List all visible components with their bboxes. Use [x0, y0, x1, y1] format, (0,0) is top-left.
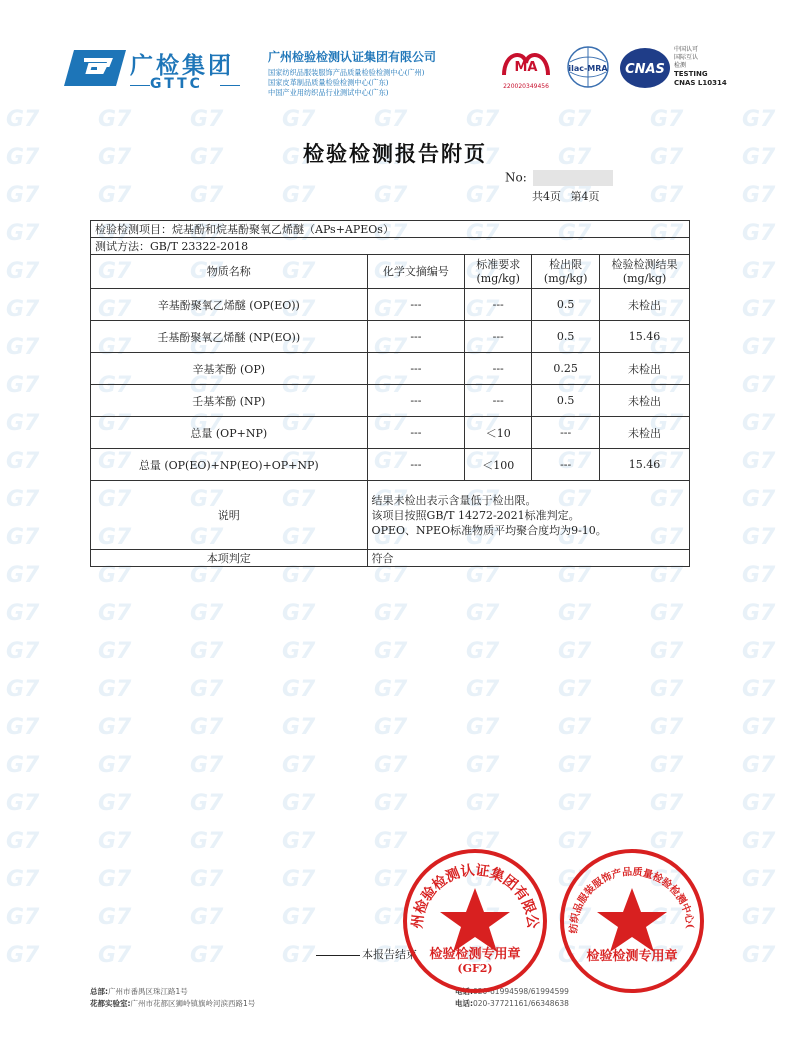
table-row	[91, 321, 690, 353]
page-indicator: 共4页 第4页	[532, 190, 600, 203]
cnas-logo-icon	[618, 46, 672, 90]
result: 未检出	[600, 289, 690, 321]
notes-label: 说明	[91, 481, 368, 550]
requirement: ---	[465, 289, 532, 321]
verdict-label: 本项判定	[91, 550, 368, 567]
ilac-label: ilac-MRA	[568, 64, 608, 73]
report-number-label: No:	[505, 170, 527, 185]
cma-logo	[498, 48, 554, 90]
report-title: 检验检测报告附页	[303, 141, 487, 166]
col-header-requirement: 标准要求 (mg/kg)	[465, 255, 532, 289]
requirement: ＜100	[465, 449, 532, 481]
seal-bottom-text: 检验检测专用章	[429, 947, 521, 962]
cnas-logo-label: CNAS	[625, 62, 665, 77]
notes-row	[91, 481, 690, 550]
requirement: ＜10	[465, 417, 532, 449]
report-end-text: 本报告结束	[362, 948, 417, 961]
result: 15.46	[600, 321, 690, 353]
footer-address	[90, 986, 255, 1010]
substance-name: 总量 (OP(EO)+NP(EO)+OP+NP)	[91, 449, 368, 481]
substance-name: 壬基酚聚氧乙烯醚 (NP(EO))	[91, 321, 368, 353]
results-table	[90, 220, 690, 567]
result: 15.46	[600, 449, 690, 481]
cnas-line: 国际互认	[674, 54, 699, 61]
certification-logos	[498, 44, 738, 96]
cnas-number: CNAS L10314	[674, 79, 727, 87]
tel-number: 020-61994598/61994599	[473, 987, 569, 996]
seal-arc-text: 纺织品服装服饰产品质量检验检测中心(	[568, 866, 696, 934]
result: 未检出	[600, 417, 690, 449]
requirement: ---	[465, 321, 532, 353]
test-method: 测试方法：GB/T 23322-2018	[91, 238, 690, 255]
cas-number: ---	[367, 449, 465, 481]
divider	[220, 85, 240, 86]
detection-limit: 0.5	[532, 385, 600, 417]
cma-label: MA	[514, 60, 538, 75]
cas-number: ---	[367, 321, 465, 353]
hq-address: 广州市番禺区珠江路1号	[108, 987, 188, 996]
seal-arc-text: 州检验检测认证集团有限公	[409, 862, 541, 930]
substance-name: 辛基苯酚 (OP)	[91, 353, 368, 385]
tel-number: 020-37721161/66348638	[473, 999, 569, 1008]
report-number	[505, 170, 613, 186]
organization-line: 国家纺织品服装服饰产品质量检验检测中心(广州)	[268, 68, 425, 77]
lab-address: 广州市花都区狮岭镇旗岭河滨西路1号	[130, 999, 256, 1008]
col-header-result: 检验检测结果 (mg/kg)	[600, 255, 690, 289]
substance-name: 总量 (OP+NP)	[91, 417, 368, 449]
substance-name: 辛基酚聚氧乙烯醚 (OP(EO))	[91, 289, 368, 321]
detection-limit: ---	[532, 417, 600, 449]
seal-code: (GF2)	[457, 962, 493, 975]
result: 未检出	[600, 353, 690, 385]
note-line: OPEO、NPEO标准物质平均聚合度均为9-10。	[371, 523, 607, 537]
divider	[130, 85, 150, 86]
official-seal	[400, 846, 550, 996]
detection-limit: ---	[532, 449, 600, 481]
cma-mark-icon	[498, 48, 554, 78]
seal-stamp-icon	[557, 846, 707, 996]
cas-number: ---	[367, 385, 465, 417]
ilac-mra-logo-icon	[564, 44, 612, 90]
organization-line: 中国产业用纺织品行业测试中心(广东)	[268, 88, 389, 97]
table-row	[91, 353, 690, 385]
table-row	[91, 417, 690, 449]
hq-label: 总部:	[90, 987, 108, 996]
gttc-logo-icon	[64, 48, 126, 88]
verdict-value: 符合	[367, 550, 689, 567]
table-header	[91, 255, 690, 289]
detection-limit: 0.5	[532, 289, 600, 321]
seal-bottom-text: 检验检测专用章	[586, 949, 678, 964]
lab-label: 花都实验室:	[90, 999, 131, 1008]
requirement: ---	[465, 385, 532, 417]
brand-name-cn: 广检集团	[130, 53, 234, 79]
col-header-lod: 检出限 (mg/kg)	[532, 255, 600, 289]
notes-text	[367, 481, 689, 550]
cnas-line: 中国认可	[674, 46, 699, 53]
cma-number: 220020349456	[503, 83, 549, 90]
table-row	[91, 449, 690, 481]
note-line: 结果未检出表示含量低于检出限。	[371, 493, 537, 507]
official-seal	[557, 846, 707, 996]
substance-name: 壬基苯酚 (NP)	[91, 385, 368, 417]
detection-limit: 0.5	[532, 321, 600, 353]
requirement: ---	[465, 353, 532, 385]
organization-name: 广州检验检测认证集团有限公司	[268, 50, 437, 64]
redacted-number	[533, 170, 613, 186]
brand-name-en: GTTC	[150, 76, 203, 92]
result: 未检出	[600, 385, 690, 417]
tel-label: 电话:	[455, 987, 473, 996]
col-header-name: 物质名称	[91, 255, 368, 289]
cnas-text	[674, 46, 727, 88]
tel-label: 电话:	[455, 999, 473, 1008]
col-header-cas: 化学文摘编号	[367, 255, 465, 289]
cas-number: ---	[367, 289, 465, 321]
cas-number: ---	[367, 353, 465, 385]
cnas-line: 检测	[674, 62, 687, 69]
note-line: 该项目按照GB/T 14272-2021标准判定。	[371, 508, 580, 522]
verdict-row	[91, 550, 690, 567]
company-logo	[64, 44, 264, 100]
table-row	[91, 385, 690, 417]
organization-block	[268, 48, 436, 98]
cnas-testing: TESTING	[674, 70, 708, 78]
organization-line: 国家皮革制品质量检验检测中心(广东)	[268, 78, 389, 87]
cas-number: ---	[367, 417, 465, 449]
test-item: 检验检测项目：烷基酚和烷基酚聚氧乙烯醚（APs+APEOs）	[91, 221, 690, 238]
table-row	[91, 289, 690, 321]
detection-limit: 0.25	[532, 353, 600, 385]
